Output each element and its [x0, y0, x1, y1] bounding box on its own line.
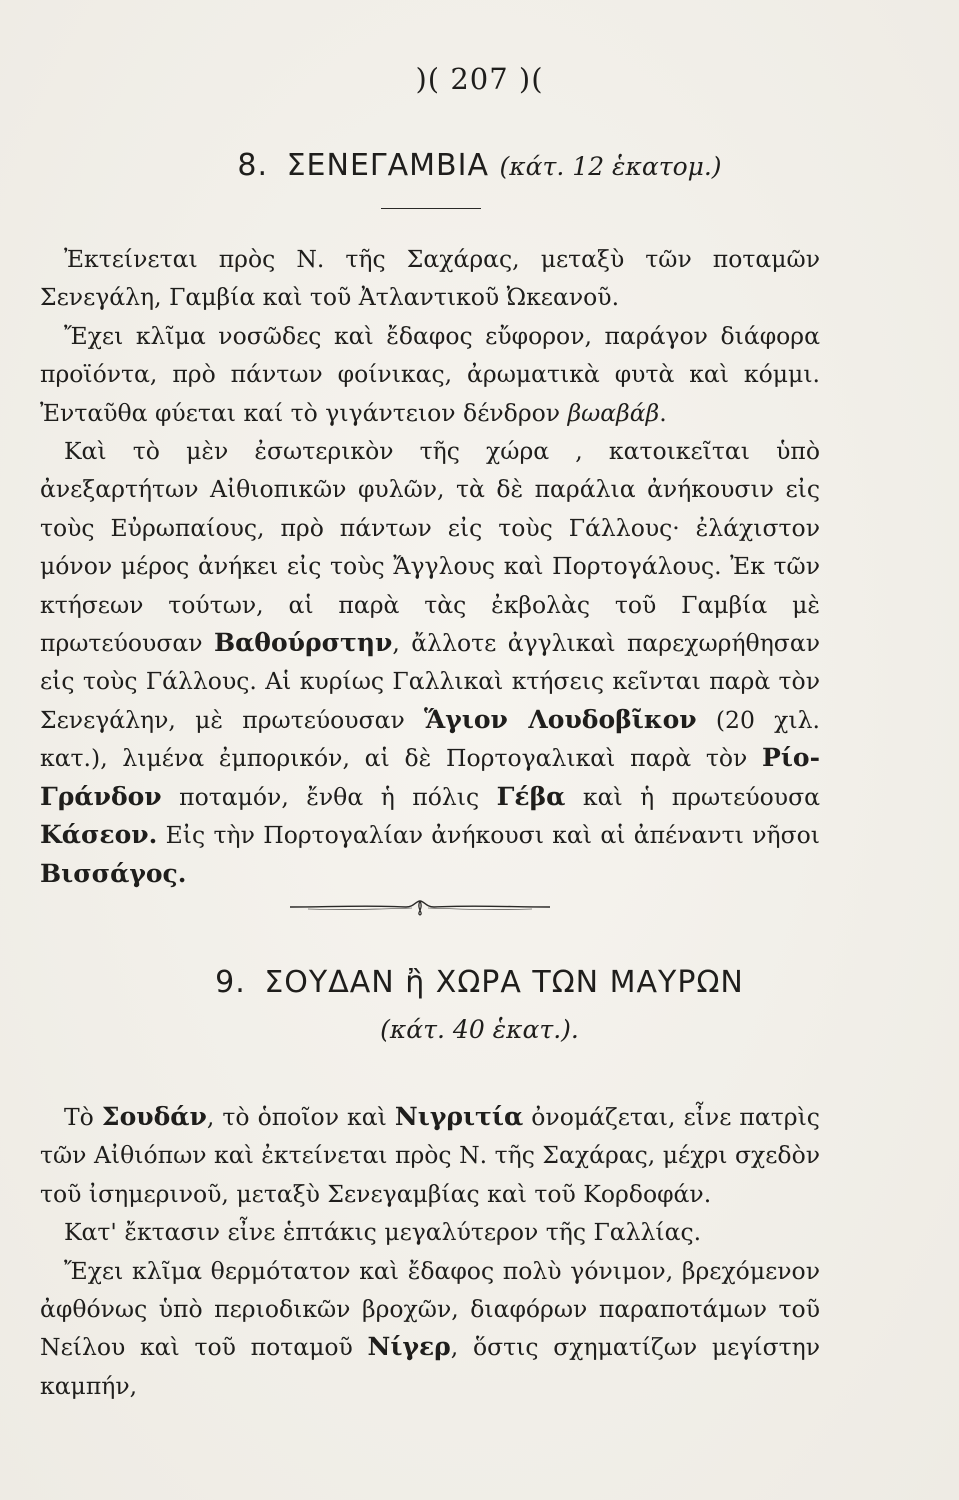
section-8-paragraph-3	[40, 432, 820, 893]
paragraph-text: Καὶ τὸ μὲν ἐσωτερικὸν τῆς χώρα , κατοικεῖται ὑπὸ ἀνεξαρτήτων Αἰθιοπικῶν φυλῶν, τὰ δὲ παράλια ἀνήκουσιν εἰς τοὺς Εὐρωπαίους, πρὸ πάντων εἰς τοὺς Γάλλους· ἐλάχιστον μόνον μέρος ἀνήκει εἰς τοὺς Ἄγγλους καὶ Πορτογάλους. Ἐκ τῶν κτήσεων τούτων, αἱ παρὰ τὰς ἐκβολὰς τοῦ Γαμβία μὲ πρωτεύουσαν	[40, 437, 820, 658]
place-kaseon: Κάσεον.	[40, 820, 158, 850]
section-8-number: 8.	[237, 148, 269, 183]
paragraph-text: Κατ' ἔκτασιν εἶνε ἑπτάκις μεγαλύτερον τῆς Γαλλίας.	[64, 1218, 702, 1247]
paragraph-text: , τὸ ὁποῖον καὶ	[206, 1103, 387, 1131]
section-8-paragraph-1	[40, 240, 820, 317]
paragraph-text: Ἐκτείνεται πρὸς Ν. τῆς Σαχάρας, μεταξὺ τῶν ποταμῶν Σενεγάλη, Γαμβία καὶ τοῦ Ἀτλαντικοῦ Ὠκεανοῦ.	[40, 245, 820, 312]
place-rio-grande: Ρίο-Γράνδον	[40, 743, 820, 811]
section-9-paragraph-1	[40, 1098, 820, 1213]
section-9-number: 9.	[215, 965, 246, 1000]
paragraph-text: (20 χιλ. κατ.), λιμένα ἐμπορικόν, αἱ δὲ Πορτογαλικαὶ παρὰ τὸν	[40, 705, 820, 773]
paragraph-text: Εἰς τὴν Πορτογαλίαν ἀνήκουσι καὶ αἱ ἀπέναντι νῆσοι	[165, 821, 820, 850]
paragraph-text: Τὸ	[64, 1103, 94, 1131]
section-8-body	[40, 240, 820, 893]
section-9-title: ΣΟΥΔΑΝ ἢ ΧΩΡΑ ΤΩΝ ΜΑΥΡΩΝ	[264, 965, 744, 1000]
section-9-paragraph-2	[40, 1213, 820, 1251]
section-8-heading	[0, 148, 959, 183]
section-8-title: ΣΕΝΕΓΑΜΒΙΑ	[286, 148, 489, 183]
paragraph-text: καὶ ἡ πρωτεύουσα	[582, 782, 820, 811]
paragraph-text: Ἔχει κλῖμα νοσῶδες καὶ ἔδαφος εὔφορον, παράγον διάφορα προϊόντα, πρὸ πάντων φοίνικας, ἀρωματικὰ φυτὰ καὶ κόμμι. Ἐνταῦθα φύεται καί τὸ γιγάντειον δένδρον	[40, 321, 820, 427]
paragraph-text: , ἄλλοτε ἀγγλικαὶ παρεχωρήθησαν εἰς τοὺς Γάλλους. Αἱ κυρίως Γαλλικαὶ κτήσεις κεῖνται παρὰ τὸν Σενεγάλην, μὲ πρωτεύουσαν	[40, 629, 820, 734]
ornamental-divider	[288, 895, 552, 919]
paragraph-text: , ὅστις σχηματίζων μεγίστην καμπήν,	[40, 1333, 820, 1400]
place-st-louis: Ἅγιον Λουδοβῖκον	[424, 704, 697, 734]
place-niger: Νίγερ	[367, 1332, 451, 1362]
paragraph-text: ὀνομάζεται, εἶνε πατρὶς τῶν Αἰθιόπων καὶ ἐκτείνεται πρὸς Ν. τῆς Σαχάρας, μέχρι σχεδὸν τοῦ ἰσημερινοῦ, μεταξὺ Σενεγαμβίας καὶ τοῦ Κορδοφάν.	[40, 1103, 820, 1208]
section-9-area: (κάτ. 40 ἑκατ.).	[380, 1015, 579, 1044]
section-9-heading	[0, 965, 959, 1000]
page-number: )( 207 )(	[415, 62, 544, 96]
place-nigritia: Νιγριτία	[394, 1102, 524, 1131]
section-9-body	[40, 1098, 820, 1405]
section-8-paragraph-2	[40, 317, 820, 432]
place-geba: Γέβα	[496, 781, 566, 811]
paragraph-text: ποταμόν, ἔνθα ἡ πόλις	[179, 782, 480, 811]
place-bissagos: Βισσάγος.	[40, 858, 187, 888]
section-9-paragraph-3	[40, 1252, 820, 1406]
place-bathurst: Βαθούρστην	[213, 628, 393, 658]
paragraph-text: Ἔχει κλῖμα θερμότατον καὶ ἔδαφος πολὺ γόνιμον, βρεχόμενον ἀφθόνως ὑπὸ περιοδικῶν βροχῶν, διαφόρων παραποτάμων τοῦ Νείλου καὶ τοῦ ποταμοῦ	[40, 1256, 820, 1362]
place-soudan: Σουδάν	[101, 1102, 207, 1131]
baobab-term: βωαβάβ	[567, 398, 660, 427]
heading-rule	[381, 208, 481, 209]
paragraph-text: .	[659, 398, 667, 427]
section-8-area: (κάτ. 12 ἑκατομ.)	[499, 152, 722, 181]
